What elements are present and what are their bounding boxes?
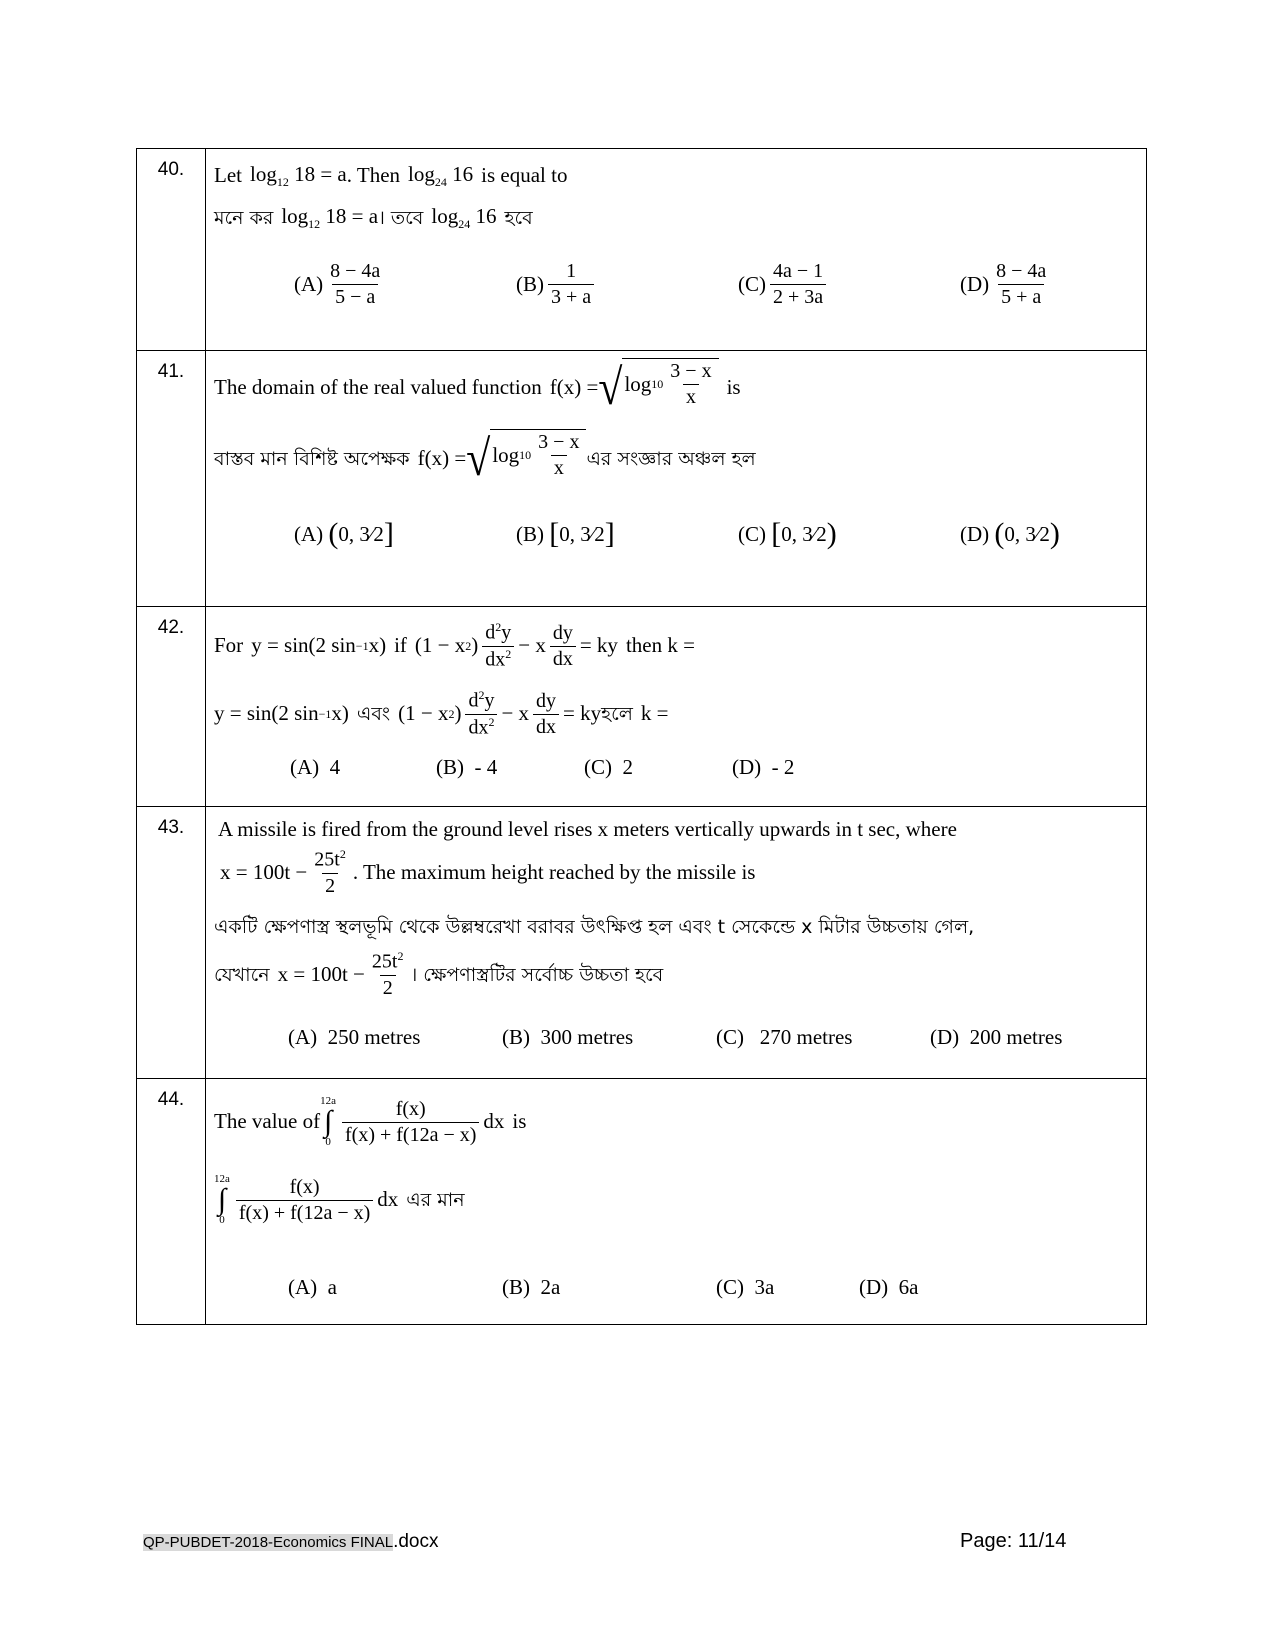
option-a: (A) $\frac{8 - 4a}{5 - a}$	[294, 260, 381, 308]
option-d: (D) - 2	[732, 755, 795, 779]
question-number: 42.	[137, 607, 206, 807]
option-a: (A) ( 0, 3⁄2 ]	[294, 517, 394, 550]
option-a: (A) a	[288, 1275, 337, 1299]
option-b: (B) 300 metres	[502, 1025, 634, 1049]
option-c: (C) [ 0, 3⁄2 )	[738, 517, 837, 550]
option-d: (D) $\frac{8 - 4a}{5 + a}$	[960, 260, 1047, 308]
question-row	[137, 807, 1147, 1079]
answer-options	[214, 1025, 1136, 1050]
question-row	[137, 607, 1147, 807]
option-c: (C) 2	[584, 755, 633, 779]
answer-options	[214, 755, 1136, 780]
footer-page-number: Page: 11/14	[960, 1530, 1067, 1552]
integral-sign-icon: 12a ∫ 0	[214, 1173, 230, 1226]
question-text-en: The value of 12a ∫ 0 $\frac{f(x)}{f(x) + f(12a - x)}$ dx is	[214, 1095, 527, 1148]
question-number: 44.	[137, 1079, 206, 1325]
question-text-bn: বাস্তব মান বিশিষ্ট অপেক্ষক f(x) = √ log 10 $\frac{3 - x}{x}$ এর সংজ্ঞার অঞ্চল হল	[214, 430, 756, 487]
option-c: (C) 270 metres	[716, 1025, 853, 1049]
option-b: (B) $\frac{1}{3 + a}$	[516, 259, 738, 310]
option-d: (D) ( 0, 3⁄2 )	[960, 517, 1060, 550]
answer-options	[214, 519, 1136, 549]
answer-options	[214, 259, 1136, 310]
question-row	[137, 1079, 1147, 1325]
option-b: (B) - 4	[436, 755, 498, 779]
question-text-en-2: x = 100t − $\frac{25t^2}{2}$ . The maximum height reached by the missile is	[220, 847, 756, 897]
footer-filename: QP-PUBDET-2018-Economics FINAL.docx	[143, 1531, 439, 1552]
question-body	[206, 607, 1147, 807]
question-text-en: A missile is fired from the ground level rises x meters vertically upwards in t sec, where	[218, 817, 957, 842]
question-body	[206, 149, 1147, 351]
question-text-bn-2: যেখানে x = 100t − $\frac{25t^2}{2}$ । ক্ষেপণাস্ত্রটির সর্বোচ্চ উচ্চতা হবে	[214, 949, 664, 999]
question-body	[206, 1079, 1147, 1325]
option-c: (C) $\frac{4a - 1}{2 + 3a}$	[738, 259, 960, 310]
question-number: 43.	[137, 807, 206, 1079]
question-text-en: The domain of the real valued function f(x) = √ log 10 $\frac{3 - x}{x}$ is	[214, 359, 741, 416]
question-text-en: Let $\log_{12} 18 = a$ . Then $\log_{24} 16$ is equal to	[214, 162, 568, 190]
option-b: (B) [ 0, 3⁄2 ]	[516, 517, 615, 550]
option-a: (A) 250 metres	[288, 1025, 421, 1049]
question-text-en: For y = sin(2 sin −1 x) if (1 − x 2 ) $\frac{d^2y}{dx^2}$ − x $\frac{dy}{dx}$ = ky then k =	[214, 619, 695, 671]
question-body	[206, 807, 1147, 1079]
question-row	[137, 351, 1147, 607]
question-text-bn: y = sin(2 sin −1 x) এবং (1 − x 2 ) $\frac{d^2y}{dx^2}$ − x $\frac{dy}{dx}$ = ky হলে k =	[214, 687, 669, 739]
question-row	[137, 149, 1147, 351]
question-text-bn: মনে কর $\log_{12} 18 = a$ । তবে $\log_{24} 16$ হবে	[214, 204, 533, 232]
option-b: (B) 2a	[502, 1275, 561, 1299]
question-table	[136, 148, 1147, 1325]
option-c: (C) 3a	[716, 1275, 775, 1299]
question-text-bn: 12a ∫ 0 $\frac{f(x)}{f(x) + f(12a - x)}$ dx এর মান	[214, 1173, 465, 1226]
question-body	[206, 351, 1147, 607]
answer-options	[214, 1275, 1136, 1300]
option-d: (D) 6a	[859, 1275, 919, 1299]
integral-sign-icon: 12a ∫ 0	[320, 1095, 337, 1148]
option-a: (A) 4	[290, 755, 341, 779]
question-number: 41.	[137, 351, 206, 607]
question-number: 40.	[137, 149, 206, 351]
question-text-bn: একটি ক্ষেপণাস্ত্র স্থলভূমি থেকে উল্লম্বরেখা বরাবর উৎক্ষিপ্ত হল এবং t সেকেন্ডে x মিটার উচ্চতায় গেল,	[214, 915, 975, 938]
option-d: (D) 200 metres	[930, 1025, 1063, 1049]
